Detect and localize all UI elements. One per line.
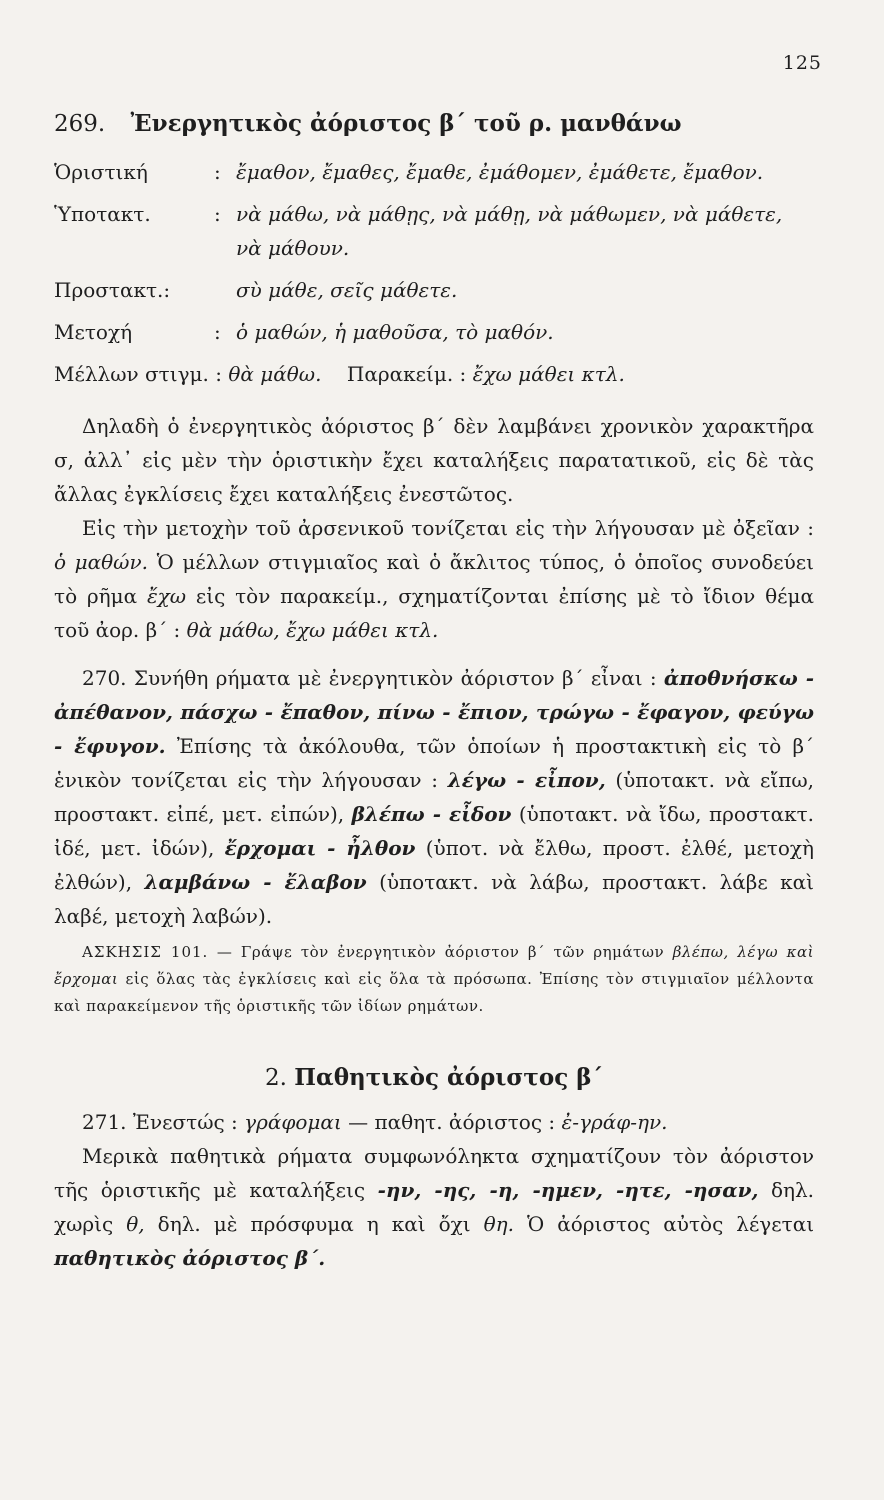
verb-note: (ὑποτ. νὰ ἔλθω, προστ. ἐλθέ, μετοχὴ ἐλθών), (54, 836, 815, 894)
verb-pair: ἔρχομαι - ἦλθον (224, 836, 416, 860)
section-269-title (54, 110, 814, 137)
form-row (54, 311, 814, 353)
form-row (54, 269, 814, 311)
example-form: θη. (483, 1212, 514, 1236)
text-run: δηλ. χωρὶς (54, 1178, 815, 1236)
example-form: ὁ μαθών. (54, 550, 148, 574)
form-separator: : (214, 160, 221, 184)
content (54, 110, 814, 1275)
paragraph-1: Δηλαδὴ ὁ ἐνεργητικὸς ἀόριστος β΄ δὲν λαμβάνει χρονικὸν χαρακτῆρα σ, ἀλλ᾿ εἰς μὲν τὴν ὁριστικὴν ἔχει καταλήξεις παρατατικοῦ, εἰς δὲ τὰς ἄλλας ἐγκλίσεις ἔχει καταλήξεις ἐνεστῶτος. (54, 414, 814, 506)
conjugation-table (54, 151, 814, 395)
form-label: Ὑποτακτ. (54, 202, 151, 226)
verb-pair: λέγω - εἶπον, (447, 768, 606, 792)
form-label: Μετοχή (54, 320, 133, 344)
text-run: Ἐνεστώς : (132, 1110, 238, 1134)
exercise-101 (54, 939, 814, 1020)
form-row (54, 193, 814, 269)
section-number: 271. (82, 1110, 127, 1134)
future-row (54, 353, 814, 395)
future-form: θὰ μάθω. (228, 362, 322, 386)
text-run: — Γράψε τὸν ἐνεργητικὸν ἀόριστον β΄ τῶν ρημάτων (216, 943, 665, 961)
example-form: γράφομαι (244, 1110, 342, 1134)
form-separator (214, 269, 236, 311)
text-run: Μερικὰ παθητικὰ ρήματα συμφωνόληκτα σχηματίζουν τὸν ἀόριστον τῆς ὁριστικῆς μὲ καταλήξεις (54, 1144, 814, 1202)
term: παθητικὸς ἀόριστος β΄. (54, 1246, 326, 1270)
paragraph-271-line (54, 1105, 814, 1139)
text-run: εἰς ὅλας τὰς ἐγκλίσεις καὶ εἰς ὅλα τὰ πρόσωπα. Ἐπίσης τὸν στιγμιαῖον μέλλοντα καὶ παρακείμενον τῆς ὁριστικῆς τῶν ἰδίων ρημάτων. (54, 970, 814, 1015)
exercise-verbs: βλέπω, λέγω καὶ ἔρχομαι (54, 943, 814, 988)
paragraph-2 (54, 511, 814, 647)
verb-note: (ὑποτακτ. νὰ ἴδω, προστακτ. ἰδέ, μετ. ἰδών), (54, 802, 815, 860)
form-separator: : (214, 202, 221, 226)
section-heading: Παθητικὸς ἀόριστος β΄ (294, 1064, 603, 1091)
form-label: Προστακτ.: (54, 278, 171, 302)
text-run: Ὁ μέλλων στιγμιαῖος καὶ ὁ ἄκλιτος τύπος, ὁ ὁποῖος συνοδεύει τὸ ρῆμα (54, 550, 814, 608)
verb-list: ἀποθνήσκω - ἀπέθανον, πάσχω - ἔπαθον, πίνω - ἔπιον, τρώγω - ἔφαγον, φεύγω - ἔφυγον. (54, 666, 815, 758)
form-text: σὺ μάθε, σεῖς μάθετε. (236, 278, 458, 302)
future-line (54, 353, 814, 395)
section-heading: Ἐνεργητικὸς ἀόριστος β΄ τοῦ ρ. μανθάνω (130, 110, 682, 137)
text-run: Ὁ ἀόριστος αὐτὸς λέγεται (527, 1212, 815, 1236)
verb-note: (ὑποτακτ. νὰ εἴπω, προστακτ. εἰπέ, μετ. εἰπών), (54, 768, 815, 826)
section-number: 269. (54, 111, 106, 137)
example-form: ἔχω (146, 584, 187, 608)
page-number: 125 (782, 52, 822, 74)
example-form: θὰ μάθω, ἔχω μάθει κτλ. (186, 618, 439, 642)
verb-note: (ὑποτακτ. νὰ λάβω, προστακτ. λάβε καὶ λαβέ, μετοχὴ λαβών). (54, 870, 814, 928)
section-number: 270. (82, 666, 127, 690)
perfect-form: ἔχω μάθει κτλ. (472, 362, 625, 386)
verb-pair: λαμβάνω - ἔλαβον (144, 870, 367, 894)
exercise-label: ΑΣΚΗΣΙΣ 101. (82, 943, 209, 961)
text-run: Ἐπίσης τὰ ἀκόλουθα, τῶν ὁποίων ἡ προστακτικὴ εἰς τὸ β΄ ἑνικὸν τονίζεται εἰς τὴν λήγουσαν : (54, 734, 815, 792)
form-row (54, 151, 814, 193)
text-run: Συνήθη ρήματα μὲ ἐνεργητικὸν ἀόριστον β΄ εἶναι : (133, 666, 657, 690)
form-text: ὁ μαθών, ἡ μαθοῦσα, τὸ μαθόν. (236, 320, 554, 344)
endings: -ην, -ης, -η, -ημεν, -ητε, -ησαν, (377, 1178, 759, 1202)
text-run: εἰς τὸν παρακείμ., σχηματίζονται ἐπίσης μὲ τὸ ἴδιον θέμα τοῦ ἀορ. β΄ : (54, 584, 815, 642)
example-form: θ, (126, 1212, 145, 1236)
section-number: 2. (265, 1065, 287, 1091)
paragraph-270 (54, 661, 814, 933)
future-label: Μέλλων στιγμ. : (54, 362, 222, 386)
verb-pair: βλέπω - εἶδον (351, 802, 512, 826)
form-label: Ὁριστική (54, 160, 148, 184)
section-2-title (54, 1064, 814, 1091)
form-text: ἔμαθον, ἔμαθες, ἔμαθε, ἐμάθομεν, ἐμάθετε, ἔμαθον. (236, 160, 764, 184)
paragraph-271 (54, 1139, 814, 1275)
example-form: ἐ-γράφ-ην. (561, 1110, 668, 1134)
text-run: δηλ. μὲ πρόσφυμα η καὶ ὄχι (157, 1212, 471, 1236)
text-run: Εἰς τὴν μετοχὴν τοῦ ἀρσενικοῦ τονίζεται εἰς τὴν λήγουσαν μὲ ὀξεῖαν : (82, 516, 814, 540)
text-run: — παθητ. ἀόριστος : (348, 1110, 556, 1134)
perfect-label: Παρακείμ. : (346, 362, 467, 386)
form-text: νὰ μάθω, νὰ μάθῃς, νὰ μάθῃ, νὰ μάθωμεν, νὰ μάθετε, νὰ μάθουν. (236, 202, 783, 260)
form-separator: : (214, 320, 221, 344)
